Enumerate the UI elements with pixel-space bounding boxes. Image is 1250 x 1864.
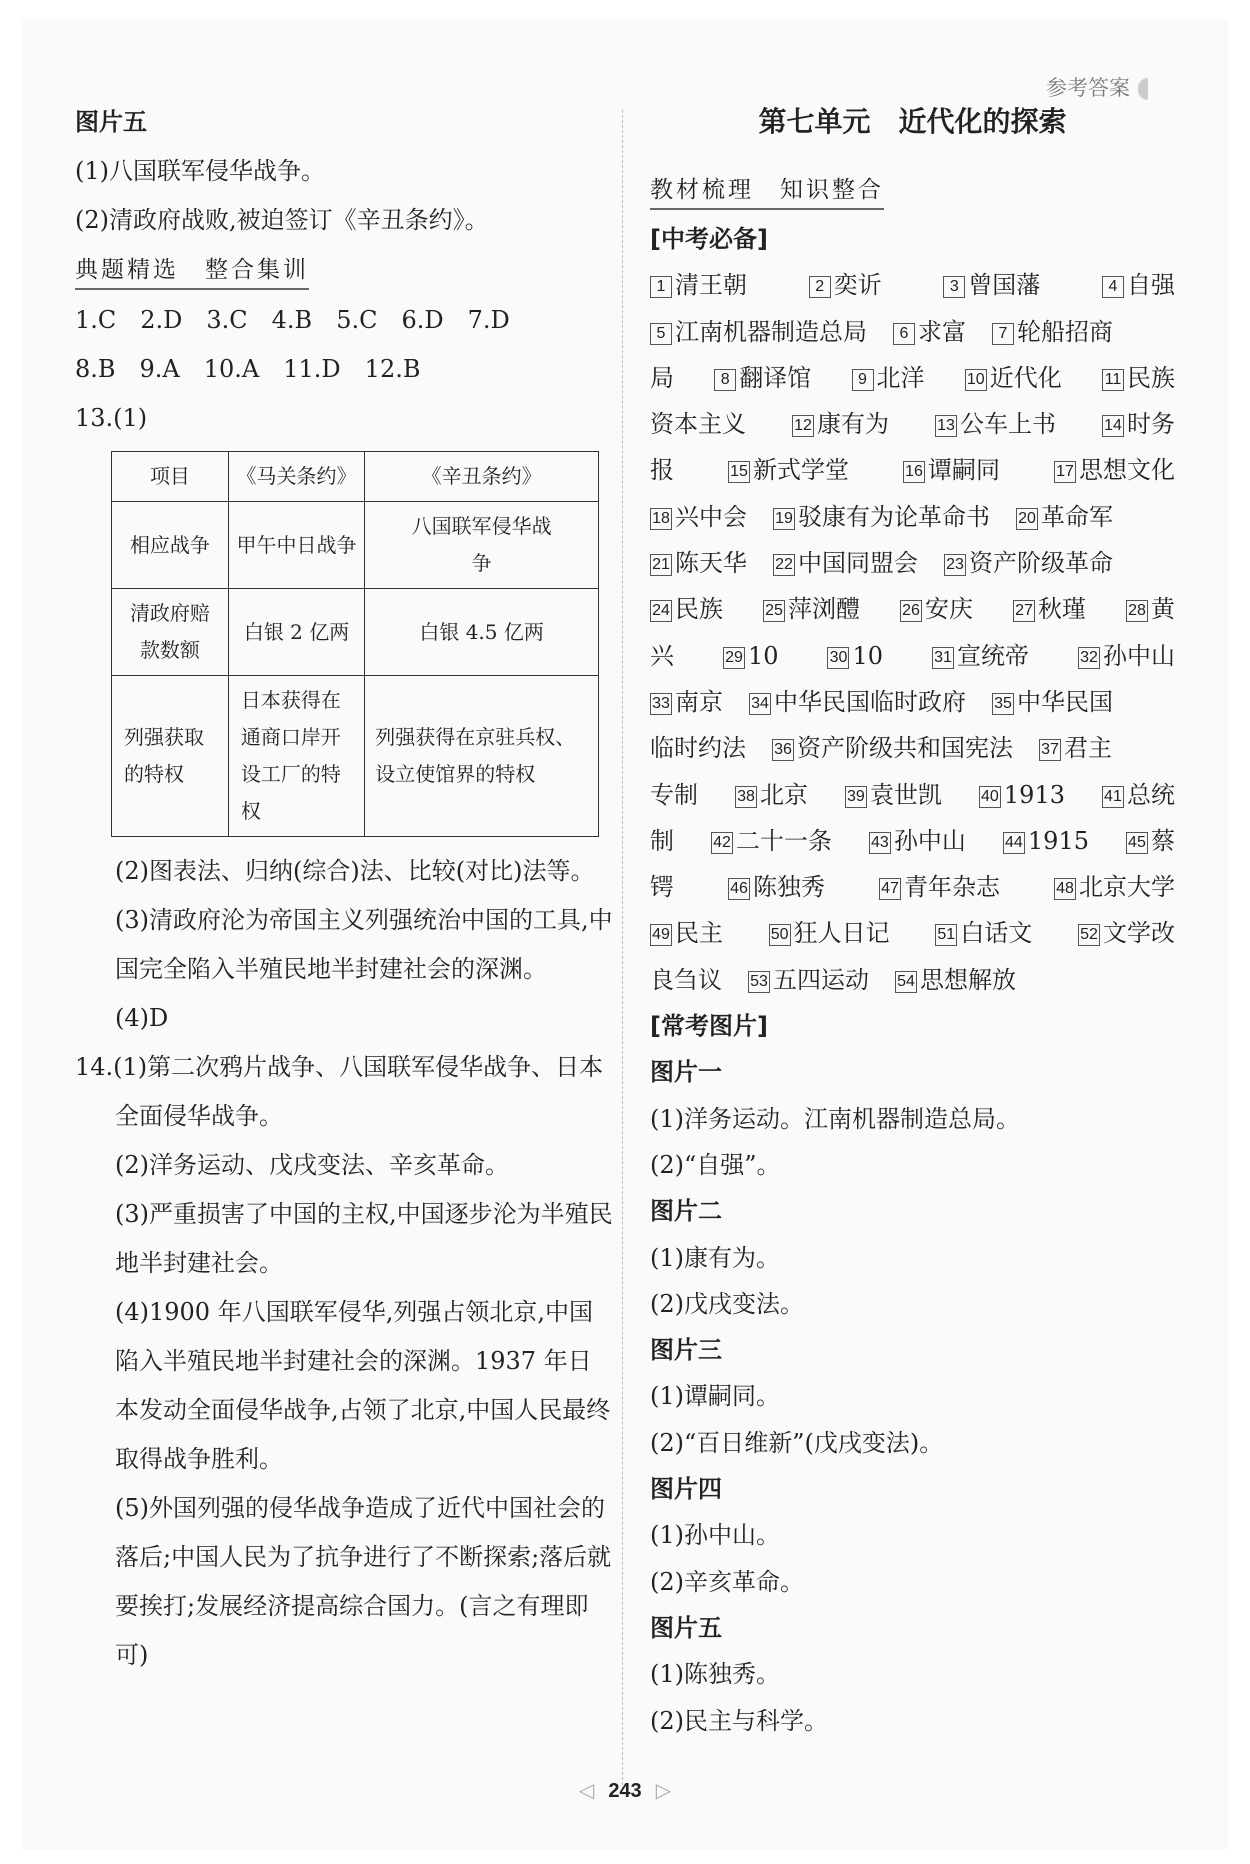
item-number-box: 41 <box>1102 786 1124 808</box>
key-point <box>827 633 883 679</box>
q14-first: 14.(1)第二次鸦片战争、八国联军侵华战争、日本全面侵华战争。 <box>75 1053 604 1130</box>
item-number-box: 26 <box>900 600 922 622</box>
item-number-box: 46 <box>728 878 750 900</box>
key-point-text: 兴 <box>650 641 674 670</box>
key-point <box>944 540 1113 586</box>
key-point <box>852 355 925 401</box>
pictures-list <box>650 1049 1175 1743</box>
picture-title: 图片二 <box>650 1197 722 1226</box>
key-point <box>932 633 1029 679</box>
pic5-line: (1)八国联军侵华战争。 <box>75 157 325 185</box>
key-point <box>650 818 674 864</box>
key-point <box>1003 818 1089 864</box>
item-number-box: 6 <box>893 323 915 345</box>
table-cell: 相应战争 <box>112 502 229 589</box>
key-point-text: 总统 <box>1126 780 1175 809</box>
table-cell: 白银 2 亿两 <box>228 589 364 676</box>
key-point <box>749 679 966 725</box>
picture-answer: (1)谭嗣同。 <box>650 1382 780 1411</box>
answer-para: (4)1900 年八国联军侵华,列强占领北京,中国陷入半殖民地半封建社会的深渊。1937 年日本发动全面侵华战争,占领了北京,中国人民最终取得战争胜利。 <box>115 1298 611 1473</box>
picture-answer: (1)陈独秀。 <box>650 1660 780 1689</box>
key-points-line <box>650 494 1175 540</box>
key-point <box>728 447 849 493</box>
key-point-text: 兴中会 <box>675 502 747 531</box>
item-number-box: 51 <box>935 924 957 946</box>
key-point-text: 10 <box>852 641 884 670</box>
item-number-box: 4 <box>1102 276 1124 298</box>
answer-para: (2)洋务运动、戊戌变法、辛亥革命。 <box>115 1151 509 1179</box>
key-point-text: 报 <box>650 456 674 485</box>
item-number-box: 15 <box>728 461 750 483</box>
key-point-text: 10 <box>747 641 779 670</box>
key-point <box>893 309 966 355</box>
key-point-text: 公车上书 <box>960 410 1056 439</box>
key-point-text: 秋瑾 <box>1038 595 1086 624</box>
page-number-text: 243 <box>608 1780 642 1802</box>
item-number-box: 24 <box>650 600 672 622</box>
key-points-line <box>650 262 1175 308</box>
key-points-line <box>650 309 1175 355</box>
key-point-text: 君主 <box>1064 734 1112 763</box>
key-point <box>650 401 746 447</box>
item-number-box: 16 <box>903 461 925 483</box>
key-point-text: 孙中山 <box>1102 641 1175 670</box>
key-point-text: 奕䜣 <box>833 271 882 300</box>
table-cell: 日本获得在通商口岸开设工厂的特权 <box>228 676 364 837</box>
key-point <box>900 586 973 632</box>
item-number-box: 5 <box>650 323 672 345</box>
pic5-title: 图片五 <box>75 108 147 136</box>
key-point <box>769 910 890 956</box>
key-point <box>1054 447 1175 493</box>
header-label: 参考答案 <box>1046 76 1130 100</box>
column-divider <box>622 110 623 1790</box>
key-point-text: 民主 <box>675 919 723 948</box>
key-point-text: 安庆 <box>925 595 973 624</box>
key-point <box>650 864 674 910</box>
table-row <box>112 502 599 589</box>
table-header: 项目 <box>112 452 229 502</box>
section-heading: 教材梳理 知识整合 <box>650 172 884 210</box>
prev-triangle-icon: ◁ <box>578 1780 595 1802</box>
section-heading: 典题精选 整合集训 <box>75 252 309 290</box>
key-point <box>714 355 811 401</box>
key-point <box>1054 864 1175 910</box>
item-number-box: 49 <box>650 924 672 946</box>
key-point-text: 自强 <box>1126 271 1175 300</box>
key-point-text: 求富 <box>918 317 966 346</box>
key-point-text: 萍浏醴 <box>788 595 860 624</box>
key-point <box>772 725 1013 771</box>
key-point-text: 翻译馆 <box>739 363 812 392</box>
key-point <box>650 447 674 493</box>
key-point <box>650 262 747 308</box>
item-number-box: 40 <box>979 786 1001 808</box>
answer-para: (3)严重损害了中国的主权,中国逐步沦为半殖民地半封建社会。 <box>115 1200 613 1277</box>
item-number-box: 28 <box>1126 600 1148 622</box>
item-number-box: 45 <box>1126 832 1148 854</box>
key-point <box>1102 772 1175 818</box>
picture-answer: (2)民主与科学。 <box>650 1706 828 1735</box>
key-point <box>773 494 990 540</box>
subsection-heading: [常考图片] <box>650 1012 768 1041</box>
key-point-text: 文学改 <box>1102 919 1175 948</box>
key-point <box>992 679 1113 725</box>
item-number-box: 2 <box>809 276 831 298</box>
key-point <box>763 586 860 632</box>
key-point <box>935 910 1032 956</box>
key-point-text: 局 <box>650 363 674 392</box>
left-column <box>75 98 615 1680</box>
key-point <box>748 957 869 1003</box>
picture-answer: (2)戊戌变法。 <box>650 1289 804 1318</box>
table-header: 《马关条约》 <box>228 452 364 502</box>
table-cell: 八国联军侵华战争 <box>365 502 599 589</box>
item-number-box: 23 <box>944 554 966 576</box>
key-point-text: 良刍议 <box>650 965 722 994</box>
key-point <box>879 864 1000 910</box>
table-header-row <box>112 452 599 502</box>
item-number-box: 53 <box>748 971 770 993</box>
table-cell: 列强获取的特权 <box>112 676 229 837</box>
item-number-box: 29 <box>723 647 745 669</box>
key-points-line <box>650 401 1175 447</box>
item-number-box: 14 <box>1102 415 1124 437</box>
key-points-line <box>650 679 1175 725</box>
key-point-text: 驳康有为论革命书 <box>798 502 990 531</box>
key-point-text: 白话文 <box>960 919 1033 948</box>
item-number-box: 10 <box>965 369 987 391</box>
picture-title: 图片四 <box>650 1475 722 1504</box>
key-point-text: 中国同盟会 <box>798 549 918 578</box>
key-point-text: 蔡 <box>1150 826 1175 855</box>
answer-row: 1.C 2.D 3.C 4.B 5.C 6.D 7.D <box>75 306 510 334</box>
key-point <box>650 633 674 679</box>
key-points-line <box>650 864 1175 910</box>
table-cell: 白银 4.5 亿两 <box>365 589 599 676</box>
item-number-box: 50 <box>769 924 791 946</box>
key-point-text: 宣统帝 <box>957 641 1029 670</box>
key-point <box>1102 401 1175 447</box>
key-point <box>650 910 723 956</box>
key-points-line <box>650 910 1175 956</box>
key-point <box>1016 494 1113 540</box>
item-number-box: 44 <box>1003 832 1025 854</box>
key-point <box>903 447 1000 493</box>
key-point-text: 北洋 <box>876 363 925 392</box>
key-point <box>845 772 942 818</box>
table-cell: 甲午中日战争 <box>228 502 364 589</box>
answer-row: 8.B 9.A 10.A 11.D 12.B <box>75 355 421 383</box>
key-point <box>650 355 674 401</box>
picture-title: 图片五 <box>650 1613 722 1642</box>
key-point-text: 思想文化 <box>1079 456 1175 485</box>
key-point-text: 曾国藩 <box>968 271 1041 300</box>
key-point <box>728 864 825 910</box>
picture-title: 图片一 <box>650 1058 722 1087</box>
key-point <box>650 772 698 818</box>
key-points-line <box>650 586 1175 632</box>
header-tab-mark <box>1138 78 1148 100</box>
key-points-line <box>650 957 1175 1003</box>
item-number-box: 48 <box>1054 878 1076 900</box>
pic5-line: (2)清政府战败,被迫签订《辛丑条约》。 <box>75 206 489 234</box>
item-number-box: 19 <box>773 508 795 530</box>
key-point-text: 中华民国 <box>1017 687 1113 716</box>
treaty-table <box>111 451 599 837</box>
key-point <box>809 262 882 308</box>
key-points-list <box>650 262 1175 1003</box>
key-points-line <box>650 447 1175 493</box>
answer-para: (2)图表法、归纳(综合)法、比较(对比)法等。 <box>115 857 595 885</box>
picture-answer: (1)洋务运动。江南机器制造总局。 <box>650 1104 1020 1133</box>
item-number-box: 12 <box>792 415 814 437</box>
key-point-text: 清王朝 <box>675 271 747 300</box>
key-point-text: 临时约法 <box>650 734 746 763</box>
item-number-box: 47 <box>879 878 901 900</box>
key-point <box>1078 910 1175 956</box>
key-point <box>792 401 889 447</box>
key-point-text: 制 <box>650 826 674 855</box>
picture-answer: (1)孙中山。 <box>650 1521 780 1550</box>
item-number-box: 7 <box>992 323 1014 345</box>
picture-answer: (2)“自强”。 <box>650 1150 781 1179</box>
table-header: 《辛丑条约》 <box>365 452 599 502</box>
key-point-text: 锷 <box>650 873 674 902</box>
key-point <box>1013 586 1086 632</box>
key-point-text: 孙中山 <box>893 826 966 855</box>
item-number-box: 33 <box>650 693 672 715</box>
item-number-box: 21 <box>650 554 672 576</box>
item-number-box: 43 <box>869 832 891 854</box>
item-number-box: 52 <box>1078 924 1100 946</box>
item-number-box: 20 <box>1016 508 1038 530</box>
item-number-box: 54 <box>895 971 917 993</box>
key-point-text: 民族 <box>1127 363 1175 392</box>
key-point-text: 时务 <box>1127 410 1175 439</box>
key-point-text: 青年杂志 <box>904 873 1000 902</box>
q13-label: 13.(1) <box>75 404 148 432</box>
key-points-line <box>650 355 1175 401</box>
key-point-text: 二十一条 <box>735 826 832 855</box>
key-point-text: 陈独秀 <box>753 873 825 902</box>
key-point <box>723 633 779 679</box>
key-point-text: 北京大学 <box>1079 873 1175 902</box>
key-point-text: 中华民国临时政府 <box>774 687 966 716</box>
key-point-text: 资本主义 <box>650 410 746 439</box>
item-number-box: 11 <box>1102 369 1124 391</box>
key-point <box>650 586 723 632</box>
key-point-text: 江南机器制造总局 <box>675 317 867 346</box>
item-number-box: 35 <box>992 693 1014 715</box>
key-point-text: 黄 <box>1151 595 1175 624</box>
item-number-box: 31 <box>932 647 954 669</box>
key-point <box>1126 586 1175 632</box>
item-number-box: 8 <box>714 369 736 391</box>
key-point <box>1102 355 1175 401</box>
item-number-box: 9 <box>852 369 874 391</box>
unit-title: 第七单元 近代化的探索 <box>758 105 1067 138</box>
key-point-text: 南京 <box>675 687 723 716</box>
key-point <box>650 540 747 586</box>
key-point-text: 康有为 <box>817 410 889 439</box>
answer-para: (4)D <box>115 1004 169 1032</box>
key-point-text: 1915 <box>1027 826 1089 855</box>
key-point-text: 民族 <box>675 595 723 624</box>
key-point-text: 近代化 <box>989 363 1062 392</box>
picture-title: 图片三 <box>650 1336 722 1365</box>
key-point <box>650 679 723 725</box>
item-number-box: 38 <box>735 786 757 808</box>
key-point <box>869 818 966 864</box>
table-cell: 清政府赔款数额 <box>112 589 229 676</box>
picture-answer: (2)辛亥革命。 <box>650 1567 804 1596</box>
page-number <box>0 1778 1250 1803</box>
picture-answer: (1)康有为。 <box>650 1243 780 1272</box>
table-cell: 列强获得在京驻兵权、设立使馆界的特权 <box>365 676 599 837</box>
item-number-box: 25 <box>763 600 785 622</box>
key-point <box>895 957 1016 1003</box>
key-point-text: 思想解放 <box>920 965 1016 994</box>
key-point-text: 袁世凯 <box>869 780 942 809</box>
key-point <box>992 309 1113 355</box>
subsection-heading: [中考必备] <box>650 225 768 253</box>
item-number-box: 17 <box>1054 461 1076 483</box>
key-point-text: 资产阶级共和国宪法 <box>797 734 1013 763</box>
key-point-text: 谭嗣同 <box>928 456 1000 485</box>
key-point-text: 资产阶级革命 <box>969 549 1113 578</box>
key-points-line <box>650 633 1175 679</box>
table-row <box>112 589 599 676</box>
key-point <box>943 262 1040 308</box>
table-row <box>112 676 599 837</box>
key-point-text: 革命军 <box>1041 502 1113 531</box>
key-point <box>1039 725 1112 771</box>
item-number-box: 42 <box>711 832 733 854</box>
key-point <box>650 725 746 771</box>
key-point <box>965 355 1062 401</box>
key-point-text: 陈天华 <box>675 549 747 578</box>
key-point <box>1078 633 1175 679</box>
key-point <box>935 401 1056 447</box>
item-number-box: 1 <box>650 276 672 298</box>
key-point <box>773 540 918 586</box>
key-points-line <box>650 725 1175 771</box>
key-point <box>650 309 867 355</box>
item-number-box: 37 <box>1039 739 1061 761</box>
key-point <box>979 772 1065 818</box>
key-point-text: 1913 <box>1003 780 1065 809</box>
item-number-box: 18 <box>650 508 672 530</box>
key-point-text: 北京 <box>759 780 808 809</box>
key-points-line <box>650 540 1175 586</box>
key-point <box>650 494 747 540</box>
key-point <box>650 957 722 1003</box>
key-point <box>1126 818 1175 864</box>
right-column <box>650 98 1175 1744</box>
item-number-box: 34 <box>749 693 771 715</box>
key-point-text: 新式学堂 <box>753 456 849 485</box>
answer-para: (3)清政府沦为帝国主义列强统治中国的工具,中国完全陷入半殖民地半封建社会的深渊。 <box>115 906 613 983</box>
item-number-box: 22 <box>773 554 795 576</box>
item-number-box: 30 <box>827 647 849 669</box>
key-point-text: 狂人日记 <box>793 919 890 948</box>
key-point <box>735 772 808 818</box>
item-number-box: 32 <box>1078 647 1100 669</box>
item-number-box: 13 <box>935 415 957 437</box>
key-point <box>1102 262 1175 308</box>
key-point-text: 专制 <box>650 780 698 809</box>
key-point <box>711 818 832 864</box>
key-points-line <box>650 772 1175 818</box>
item-number-box: 27 <box>1013 600 1035 622</box>
key-point-text: 五四运动 <box>773 965 869 994</box>
key-points-line <box>650 818 1175 864</box>
next-triangle-icon: ▷ <box>655 1780 672 1802</box>
answer-para: (5)外国列强的侵华战争造成了近代中国社会的落后;中国人民为了抗争进行了不断探索;落后就要挨打;发展经济提高综合国力。(言之有理即可) <box>115 1494 612 1669</box>
picture-answer: (2)“百日维新”(戊戌变法)。 <box>650 1428 944 1457</box>
item-number-box: 39 <box>845 786 867 808</box>
item-number-box: 36 <box>772 739 794 761</box>
item-number-box: 3 <box>943 276 965 298</box>
key-point-text: 轮船招商 <box>1017 317 1113 346</box>
